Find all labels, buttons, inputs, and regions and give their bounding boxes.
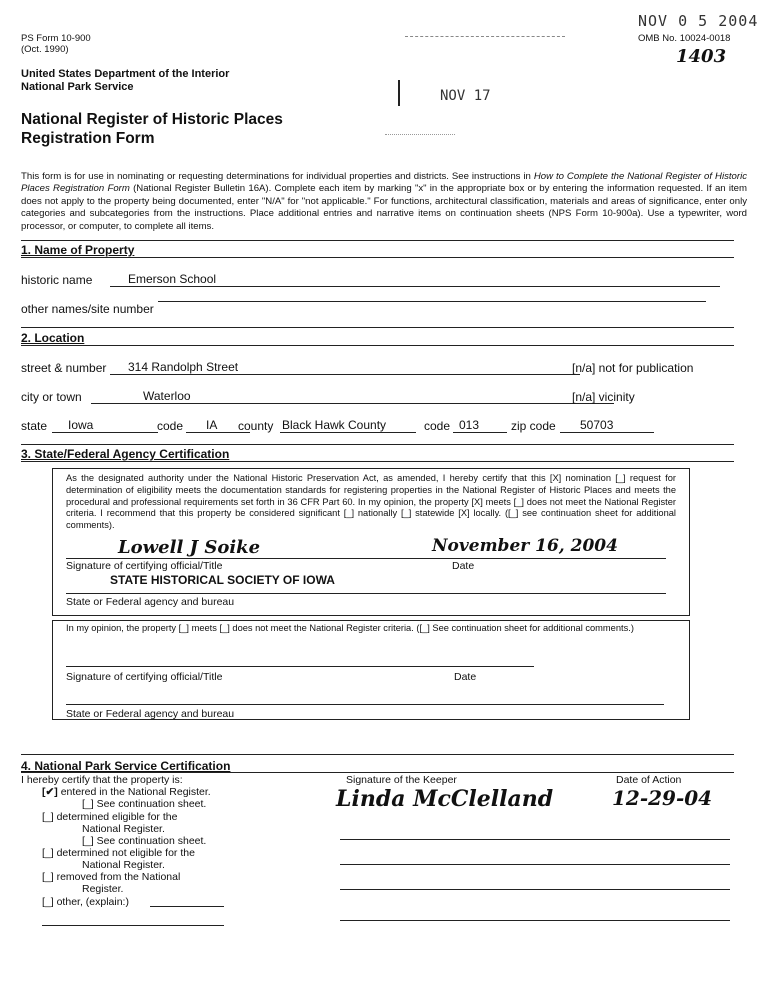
divider [21, 257, 734, 258]
form-title: National Register of Historic Places [21, 111, 283, 128]
entered-option[interactable] [42, 786, 211, 798]
department: United States Department of the Interior [21, 68, 230, 80]
action-date-label: Date of Action [616, 774, 682, 786]
county-field[interactable]: Black Hawk County [280, 418, 416, 433]
divider [21, 461, 734, 462]
signature-line-2 [66, 666, 534, 667]
keeper-line-2 [340, 864, 730, 865]
other-names-label: other names/site number [21, 302, 154, 316]
determined-eligible-cont: National Register. [82, 823, 165, 835]
signature-line [66, 558, 666, 559]
official-signature: Lowell J Soike [118, 537, 261, 558]
county-code-field[interactable]: 013 [453, 418, 507, 433]
date-label: Date [452, 560, 475, 572]
state-label: state [21, 419, 48, 433]
section-2-heading: 2. Location [21, 331, 85, 345]
zip-label: zip code [511, 419, 556, 433]
divider [21, 327, 734, 328]
stamp-border-top [405, 36, 565, 37]
agency-line-2 [66, 704, 664, 705]
agency-label-2: State or Federal agency and bureau [66, 708, 235, 720]
signature-label-2: Signature of certifying official/Title [66, 671, 223, 683]
keeper-line-3 [340, 889, 730, 890]
see-continuation-2[interactable]: [_] See continuation sheet. [82, 835, 207, 847]
historic-name-label: historic name [21, 273, 93, 287]
state-code-field[interactable]: IA [186, 418, 250, 433]
signature-date: November 16, 2004 [432, 536, 618, 556]
opinion-box [52, 620, 690, 720]
keeper-signature: Linda McClelland [336, 786, 554, 812]
entered-label: entered in the National Register. [60, 786, 211, 798]
other-option[interactable]: [_] other, (explain:) [42, 896, 129, 908]
historic-name-field[interactable]: Emerson School [110, 272, 720, 287]
certify-label: I hereby certify that the property is: [21, 774, 183, 786]
divider [21, 345, 734, 346]
checked-box-icon: [✔] [42, 786, 58, 798]
city-label: city or town [21, 390, 82, 404]
action-date: 12-29-04 [612, 786, 713, 810]
state-code-label: code [157, 419, 184, 433]
see-continuation-1[interactable]: [_] See continuation sheet. [82, 798, 207, 810]
determined-not-eligible-cont: National Register. [82, 859, 165, 871]
city-field[interactable]: Waterloo [91, 389, 614, 404]
divider [21, 754, 734, 755]
date-label-2: Date [454, 671, 477, 683]
agency-name: STATE HISTORICAL SOCIETY OF IOWA [110, 573, 335, 587]
agency-label: State or Federal agency and bureau [66, 596, 235, 608]
zip-field[interactable]: 50703 [560, 418, 654, 433]
county-label: county [238, 419, 274, 433]
keeper-line-1 [340, 839, 730, 840]
other-line [150, 906, 224, 907]
divider [21, 772, 734, 773]
opinion-paragraph: In my opinion, the property [_] meets [_] does not meet the National Register criteria. ([_] See continuation sheet for additional comments.) [66, 623, 634, 633]
stamp-date: NOV 17 [440, 88, 491, 104]
section-3-heading: 3. State/Federal Agency Certification [21, 447, 230, 461]
divider [21, 240, 734, 241]
removed-option[interactable]: [_] removed from the National [42, 871, 181, 883]
keeper-line-4 [340, 920, 730, 921]
stamp-border-bottom [385, 134, 455, 135]
determined-not-eligible-option[interactable]: [_] determined not eligible for the [42, 847, 195, 859]
handwritten-number: 1403 [676, 46, 727, 67]
instructions-paragraph: This form is for use in nominating or requesting determinations for individual properties and districts. See instructions in How to Complete the National Register of Historic Places Registration Form (National Register Bulletin 16A). Complete each item by marking "x" in the appropriate box or by entering the information requested. If an item does not apply to the property being documented, enter "N/A" for "not applicable." For functions, architectural classification, materials and areas of significance, enter only categories and subcategories from the instructions. Place additional entries and narrative items on continuation sheets (NPS Form 10-900a). Use a typewriter, word processor, or computer, to complete all items. [21, 171, 747, 232]
agency-line [66, 593, 666, 594]
state-field[interactable]: Iowa [52, 418, 158, 433]
received-stamp: NOV 0 5 2004 [638, 12, 759, 30]
divider [21, 444, 734, 445]
keeper-label: Signature of the Keeper [346, 774, 457, 786]
removed-cont: Register. [82, 883, 124, 895]
certification-paragraph: As the designated authority under the National Historic Preservation Act, as amended, I hereby certify that this [X] nomination [_] request for determination of eligibility meets the documentation standards for registering properties in the National Register of Historic Places and meets the procedural and professional requirements set forth in 36 CFR Part 60. In my opinion, the property [X] meets [_] does not meet the National Register criteria. I recommend that this property be considered significant [_] nationally [_] statewide [X] locally. ([_] see continuation sheet for additional comments). [66, 473, 676, 531]
not-for-publication: [n/a] not for publication [572, 361, 694, 375]
signature-label: Signature of certifying official/Title [66, 560, 223, 572]
section-4-heading: 4. National Park Service Certification [21, 759, 231, 773]
form-date: (Oct. 1990) [21, 44, 69, 55]
form-number: PS Form 10-900 [21, 33, 91, 44]
service: National Park Service [21, 81, 134, 93]
vicinity: [n/a] vicinity [572, 390, 635, 404]
stamp-border-left [398, 80, 400, 106]
determined-eligible-option[interactable]: [_] determined eligible for the [42, 811, 178, 823]
omb-number: OMB No. 10024-0018 [638, 33, 731, 44]
other-line-2 [42, 925, 224, 926]
street-field[interactable]: 314 Randolph Street [110, 360, 580, 375]
form-subtitle: Registration Form [21, 130, 155, 147]
street-label: street & number [21, 361, 107, 375]
section-1-heading: 1. Name of Property [21, 243, 135, 257]
county-code-label: code [424, 419, 451, 433]
other-names-field[interactable] [158, 301, 706, 302]
